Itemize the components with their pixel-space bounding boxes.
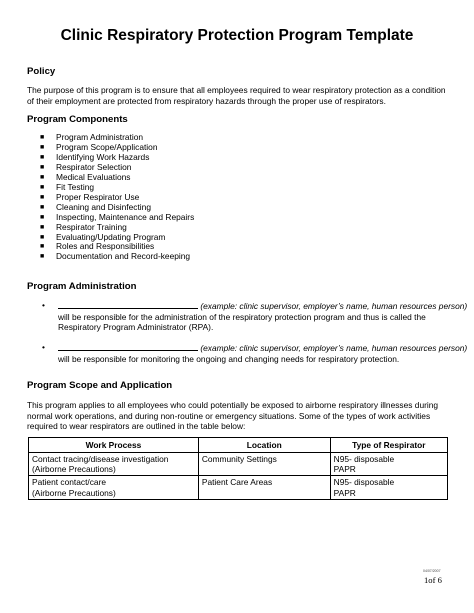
table-cell: Contact tracing/disease investigation (Airborne Precautions) [29, 453, 199, 476]
table-cell: Patient contact/care (Airborne Precautions) [29, 476, 199, 499]
list-item: ■ Inspecting, Maintenance and Repairs [40, 211, 195, 222]
bullet-icon: ■ [40, 134, 45, 141]
table-cell: Community Settings [198, 453, 330, 476]
respirator-table [28, 437, 448, 500]
bullet-icon: ■ [40, 153, 45, 161]
bullet-icon: ■ [40, 163, 45, 171]
bullet-icon: • [42, 342, 45, 352]
list-item: ■ Respirator Selection [40, 161, 132, 172]
list-item: ■ Program Administration [40, 132, 144, 142]
scope-text: This program applies to all employees who could potentially be exposed to airborne respiratory illnesses during normal work operations, and during non-routine or emergency situations. Some of the types of work activities required to wear respirators are outlined in the table below: [27, 400, 439, 432]
list-item: ■ Roles and Responsibilities [40, 241, 155, 252]
table-cell: N95- disposable PAPR [330, 476, 447, 499]
table-cell: N95- disposable PAPR [330, 453, 447, 476]
rpa-item-text: will be responsible for the administration of the respiratory protection program and thus is called the Respiratory Program Administrator (RPA). [58, 311, 426, 333]
list-item: ■ Identifying Work Hazards [40, 151, 150, 162]
bullet-icon: ■ [40, 243, 45, 251]
document-title: Clinic Respiratory Protection Program Template [60, 27, 414, 44]
list-item: ■ Respirator Training [40, 221, 127, 232]
list-item: ■ Cleaning and Disinfecting [40, 201, 151, 212]
rpa-item-1 [38, 300, 468, 333]
table-header-row [29, 438, 448, 453]
bullet-icon: ■ [40, 193, 45, 201]
bullet-icon: ■ [40, 143, 45, 151]
column-header: Work Process [29, 438, 199, 453]
bullet-icon: ■ [40, 223, 45, 231]
bullet-icon: ■ [40, 173, 45, 181]
list-item: ■ Program Scope/Application [40, 141, 158, 152]
revision-date: 04/07/2007 [423, 569, 441, 573]
bullet-icon: ■ [40, 183, 45, 191]
rpa-item-text: will be responsible for monitoring the ongoing and changing needs for respiratory protection. [58, 353, 400, 364]
fill-in-blank [58, 342, 198, 351]
list-item: ■ Medical Evaluations [40, 171, 131, 182]
example-note: (example: clinic supervisor, employer’s name, human resources person) [200, 301, 468, 311]
table-row [29, 476, 448, 499]
policy-heading: Policy [27, 66, 56, 77]
components-list [40, 133, 194, 262]
fill-in-blank [58, 300, 198, 309]
list-item: ■ Evaluating/Updating Program [40, 231, 166, 242]
bullet-icon: ■ [40, 233, 45, 241]
list-item: ■ Documentation and Record-keeping [40, 251, 191, 262]
bullet-icon: • [42, 300, 45, 310]
table-row [29, 453, 448, 476]
components-heading: Program Components [27, 114, 128, 125]
bullet-icon: ■ [40, 203, 45, 211]
bullet-icon: ■ [40, 213, 45, 221]
page-number: 1of 6 [424, 575, 442, 585]
list-item: ■ Fit Testing [40, 181, 95, 192]
list-item: ■ Proper Respirator Use [40, 191, 140, 202]
policy-text: The purpose of this program is to ensure that all employees required to wear respiratory protection as a condition of their employment are protected from respiratory hazards through the proper use of respirators. [27, 85, 446, 106]
example-note: (example: clinic supervisor, employer’s name, human resources person) [200, 343, 468, 353]
column-header: Location [198, 438, 330, 453]
rpa-item-2 [38, 342, 468, 364]
bullet-icon: ■ [40, 253, 45, 261]
column-header: Type of Respirator [330, 438, 447, 453]
table-cell: Patient Care Areas [198, 476, 330, 499]
administration-heading: Program Administration [27, 281, 137, 292]
scope-heading: Program Scope and Application [27, 380, 173, 391]
